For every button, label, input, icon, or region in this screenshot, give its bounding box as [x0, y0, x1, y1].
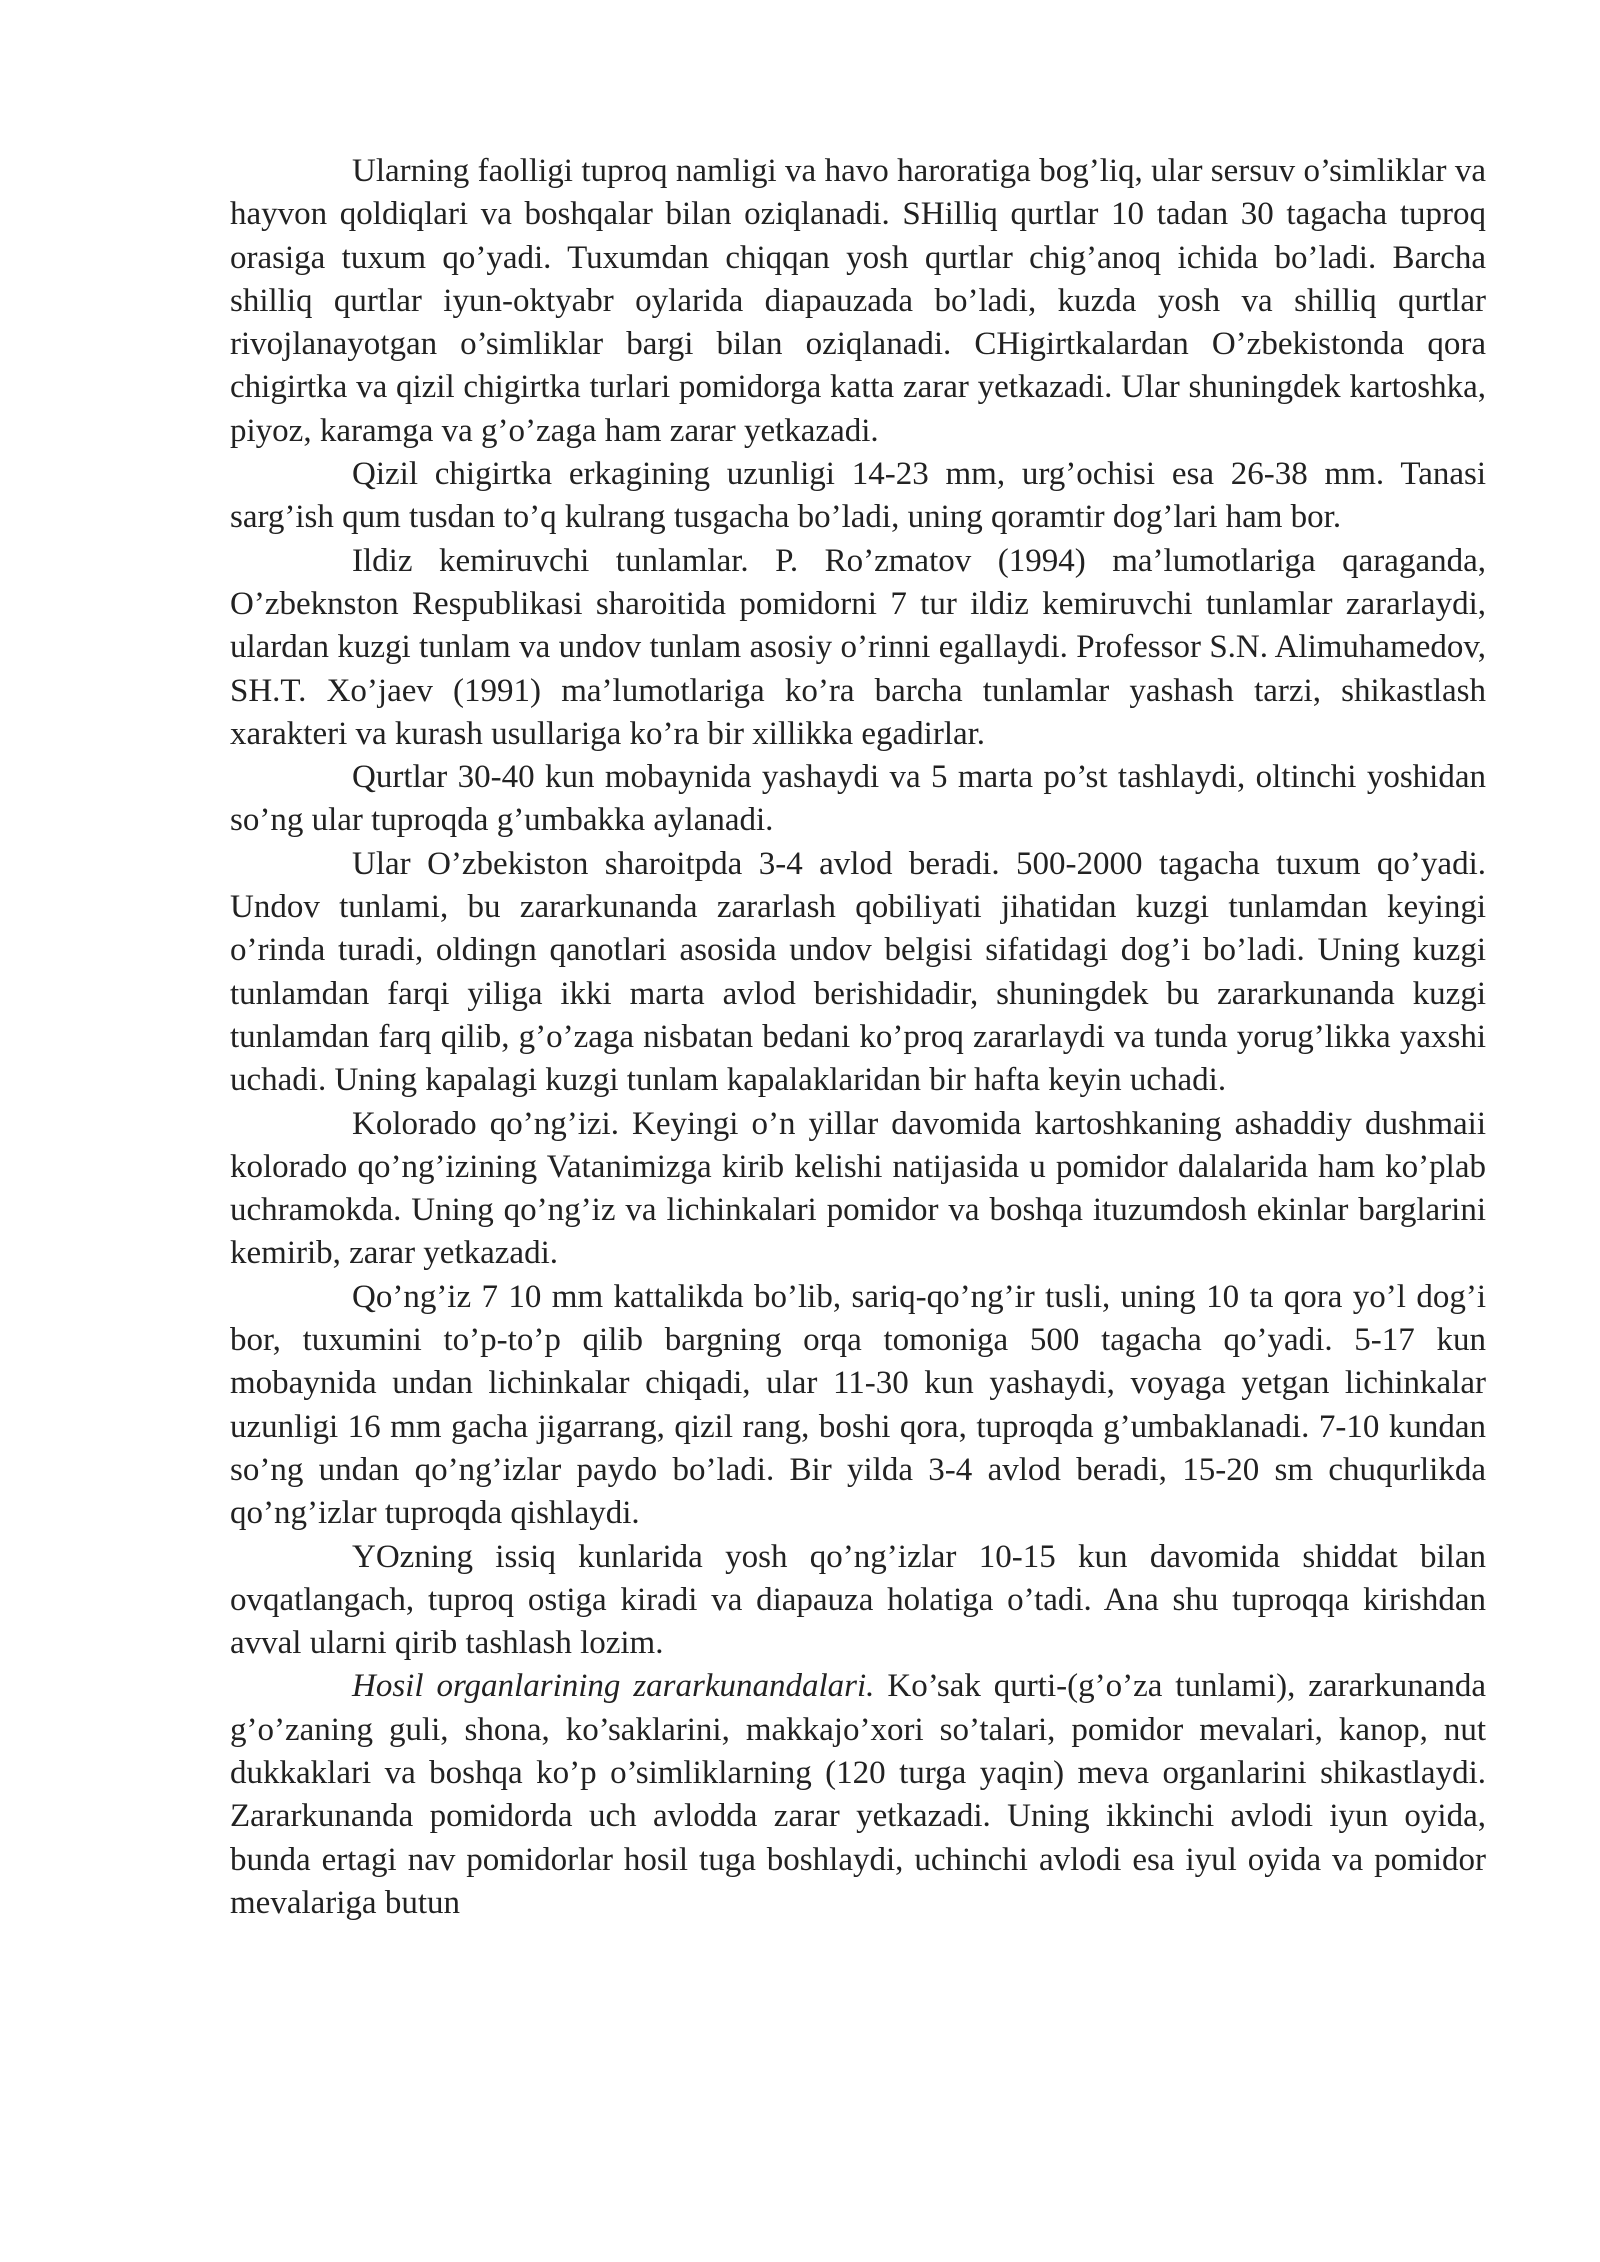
paragraph-generations [230, 843, 1486, 1103]
paragraph-text: YOzning issiq kunlarida yosh qo’ng’izlar 10-15 kun davomida shiddat bilan ovqatlangach, tuproq ostiga kiradi va diapauza holatiga o’tadi. Ana shu tuproqqa kirishdan avval ularni qirib tashlash lozim. [230, 1538, 1486, 1662]
paragraph-text: Qurtlar 30-40 kun mobaynida yashaydi va 5 marta po’st tashlaydi, oltinchi yoshidan so’ng ular tuproqda g’umbakka aylanadi. [230, 759, 1486, 839]
paragraph-summer-diapause [230, 1536, 1486, 1666]
paragraph-earthworms [230, 150, 1486, 453]
paragraph-text: Ko’sak qurti-(g’o’za tunlami), zararkunanda g’o’zaning guli, shona, ko’saklarini, makkajo’xori so’talari, pomidor mevalari, kanop, nut dukkaklari va boshqa ko’p o’simliklarning (120 turga yaqin) meva organlarini shikastlaydi. Zararkunanda pomidorda uch avlodda zarar yetkazadi. Uning ikkinchi avlodi iyun oyida, bunda ertagi nav pomidorlar hosil tuga boshlaydi, uchinchi avlodi esa iyul oyida va pomidor mevalariga butun [230, 1668, 1486, 1921]
paragraph-beetle-description [230, 1276, 1486, 1536]
paragraph-red-locust [230, 453, 1486, 540]
paragraph-text: Ildiz kemiruvchi tunlamlar. P. Ro’zmatov (1994) ma’lumotlariga qaraganda, O’zbeknston Respublikasi sharoitida pomidorni 7 tur ildiz kemiruvchi tunlamlar zararlaydi, ulardan kuzgi tunlam va undov tunlam asosiy o’rinni egallaydi. Professor S.N. Alimuhamedov, SH.T. Xo’jaev (1991) ma’lumotlariga ko’ra barcha tunlamlar yashash tarzi, shikastlash xarakteri va kurash usullariga ko’ra bir xillikka egadirlar. [230, 542, 1486, 752]
paragraph-text: Kolorado qo’ng’izi. Keyingi o’n yillar davomida kartoshkaning ashaddiy dushmaii kolorado qo’ng’izining Vatanimizga kirib kelishi natijasida u pomidor dalalarida ham ko’plab uchramokda. Uning qo’ng’iz va lichinkalari pomidor va boshqa ituzumdosh ekinlar barglarini kemirib, zarar yetkazadi. [230, 1105, 1486, 1272]
paragraph-larvae-lifecycle [230, 756, 1486, 843]
paragraph-lead-heading: Hosil organlarining zararkunandalari. [352, 1668, 875, 1705]
document-page [230, 150, 1486, 1925]
paragraph-text: Qizil chigirtka erkagining uzunligi 14-23 mm, urg’ochisi esa 26-38 mm. Tanasi sarg’ish qum tusdan to’q kulrang tusgacha bo’ladi, uning qoramtir dog’lari ham bor. [230, 456, 1486, 536]
paragraph-text: Qo’ng’iz 7 10 mm kattalikda bo’lib, sariq-qo’ng’ir tusli, uning 10 ta qora yo’l dog’i bor, tuxumini to’p-to’p qilib bargning orqa tomoniga 500 tagacha qo’yadi. 5-17 kun mobaynida undan lichinkalar chiqadi, ular 11-30 kun yashaydi, voyaga yetgan lichinkalar uzunligi 16 mm gacha jigarrang, qizil rang, boshi qora, tuproqda g’umbaklanadi. 7-10 kundan so’ng undan qo’ng’izlar paydo bo’ladi. Bir yilda 3-4 avlod beradi, 15-20 sm chuqurlikda qo’ng’izlar tuproqda qishlaydi. [230, 1278, 1486, 1532]
paragraph-root-cutworms [230, 540, 1486, 756]
paragraph-colorado-beetle [230, 1103, 1486, 1276]
paragraph-text: Ularning faolligi tuproq namligi va havo haroratiga bog’liq, ular sersuv o’simliklar va hayvon qoldiqlari va boshqalar bilan oziqlanadi. SHilliq qurtlar 10 tadan 30 tagacha tuproq orasiga tuxum qo’yadi. Tuxumdan chiqqan yosh qurtlar chig’anoq ichida bo’ladi. Barcha shilliq qurtlar iyun-oktyabr oylarida diapauzada bo’ladi, kuzda yosh va shilliq qurtlar rivojlanayotgan o’simliklar bargi bilan oziqlanadi. CHigirtkalardan O’zbekistonda qora chigirtka va qizil chigirtka turlari pomidorga katta zarar yetkazadi. Ular shuningdek kartoshka, piyoz, karamga va g’o’zaga ham zarar yetkazadi. [230, 153, 1486, 449]
paragraph-fruit-pests [230, 1665, 1486, 1925]
paragraph-text: Ular O’zbekiston sharoitpda 3-4 avlod beradi. 500-2000 tagacha tuxum qo’yadi. Undov tunlami, bu zararkunanda zararlash qobiliyati jihatidan kuzgi tunlamdan keyingi o’rinda turadi, oldingn qanotlari asosida undov belgisi sifatidagi dog’i bo’ladi. Uning kuzgi tunlamdan farqi yiliga ikki marta avlod berishidadir, shuningdek bu zararkunanda kuzgi tunlamdan farq qilib, g’o’zaga nisbatan bedani ko’proq zararlaydi va tunda yorug’likka yaxshi uchadi. Uning kapalagi kuzgi tunlam kapalaklaridan bir hafta keyin uchadi. [230, 845, 1486, 1099]
